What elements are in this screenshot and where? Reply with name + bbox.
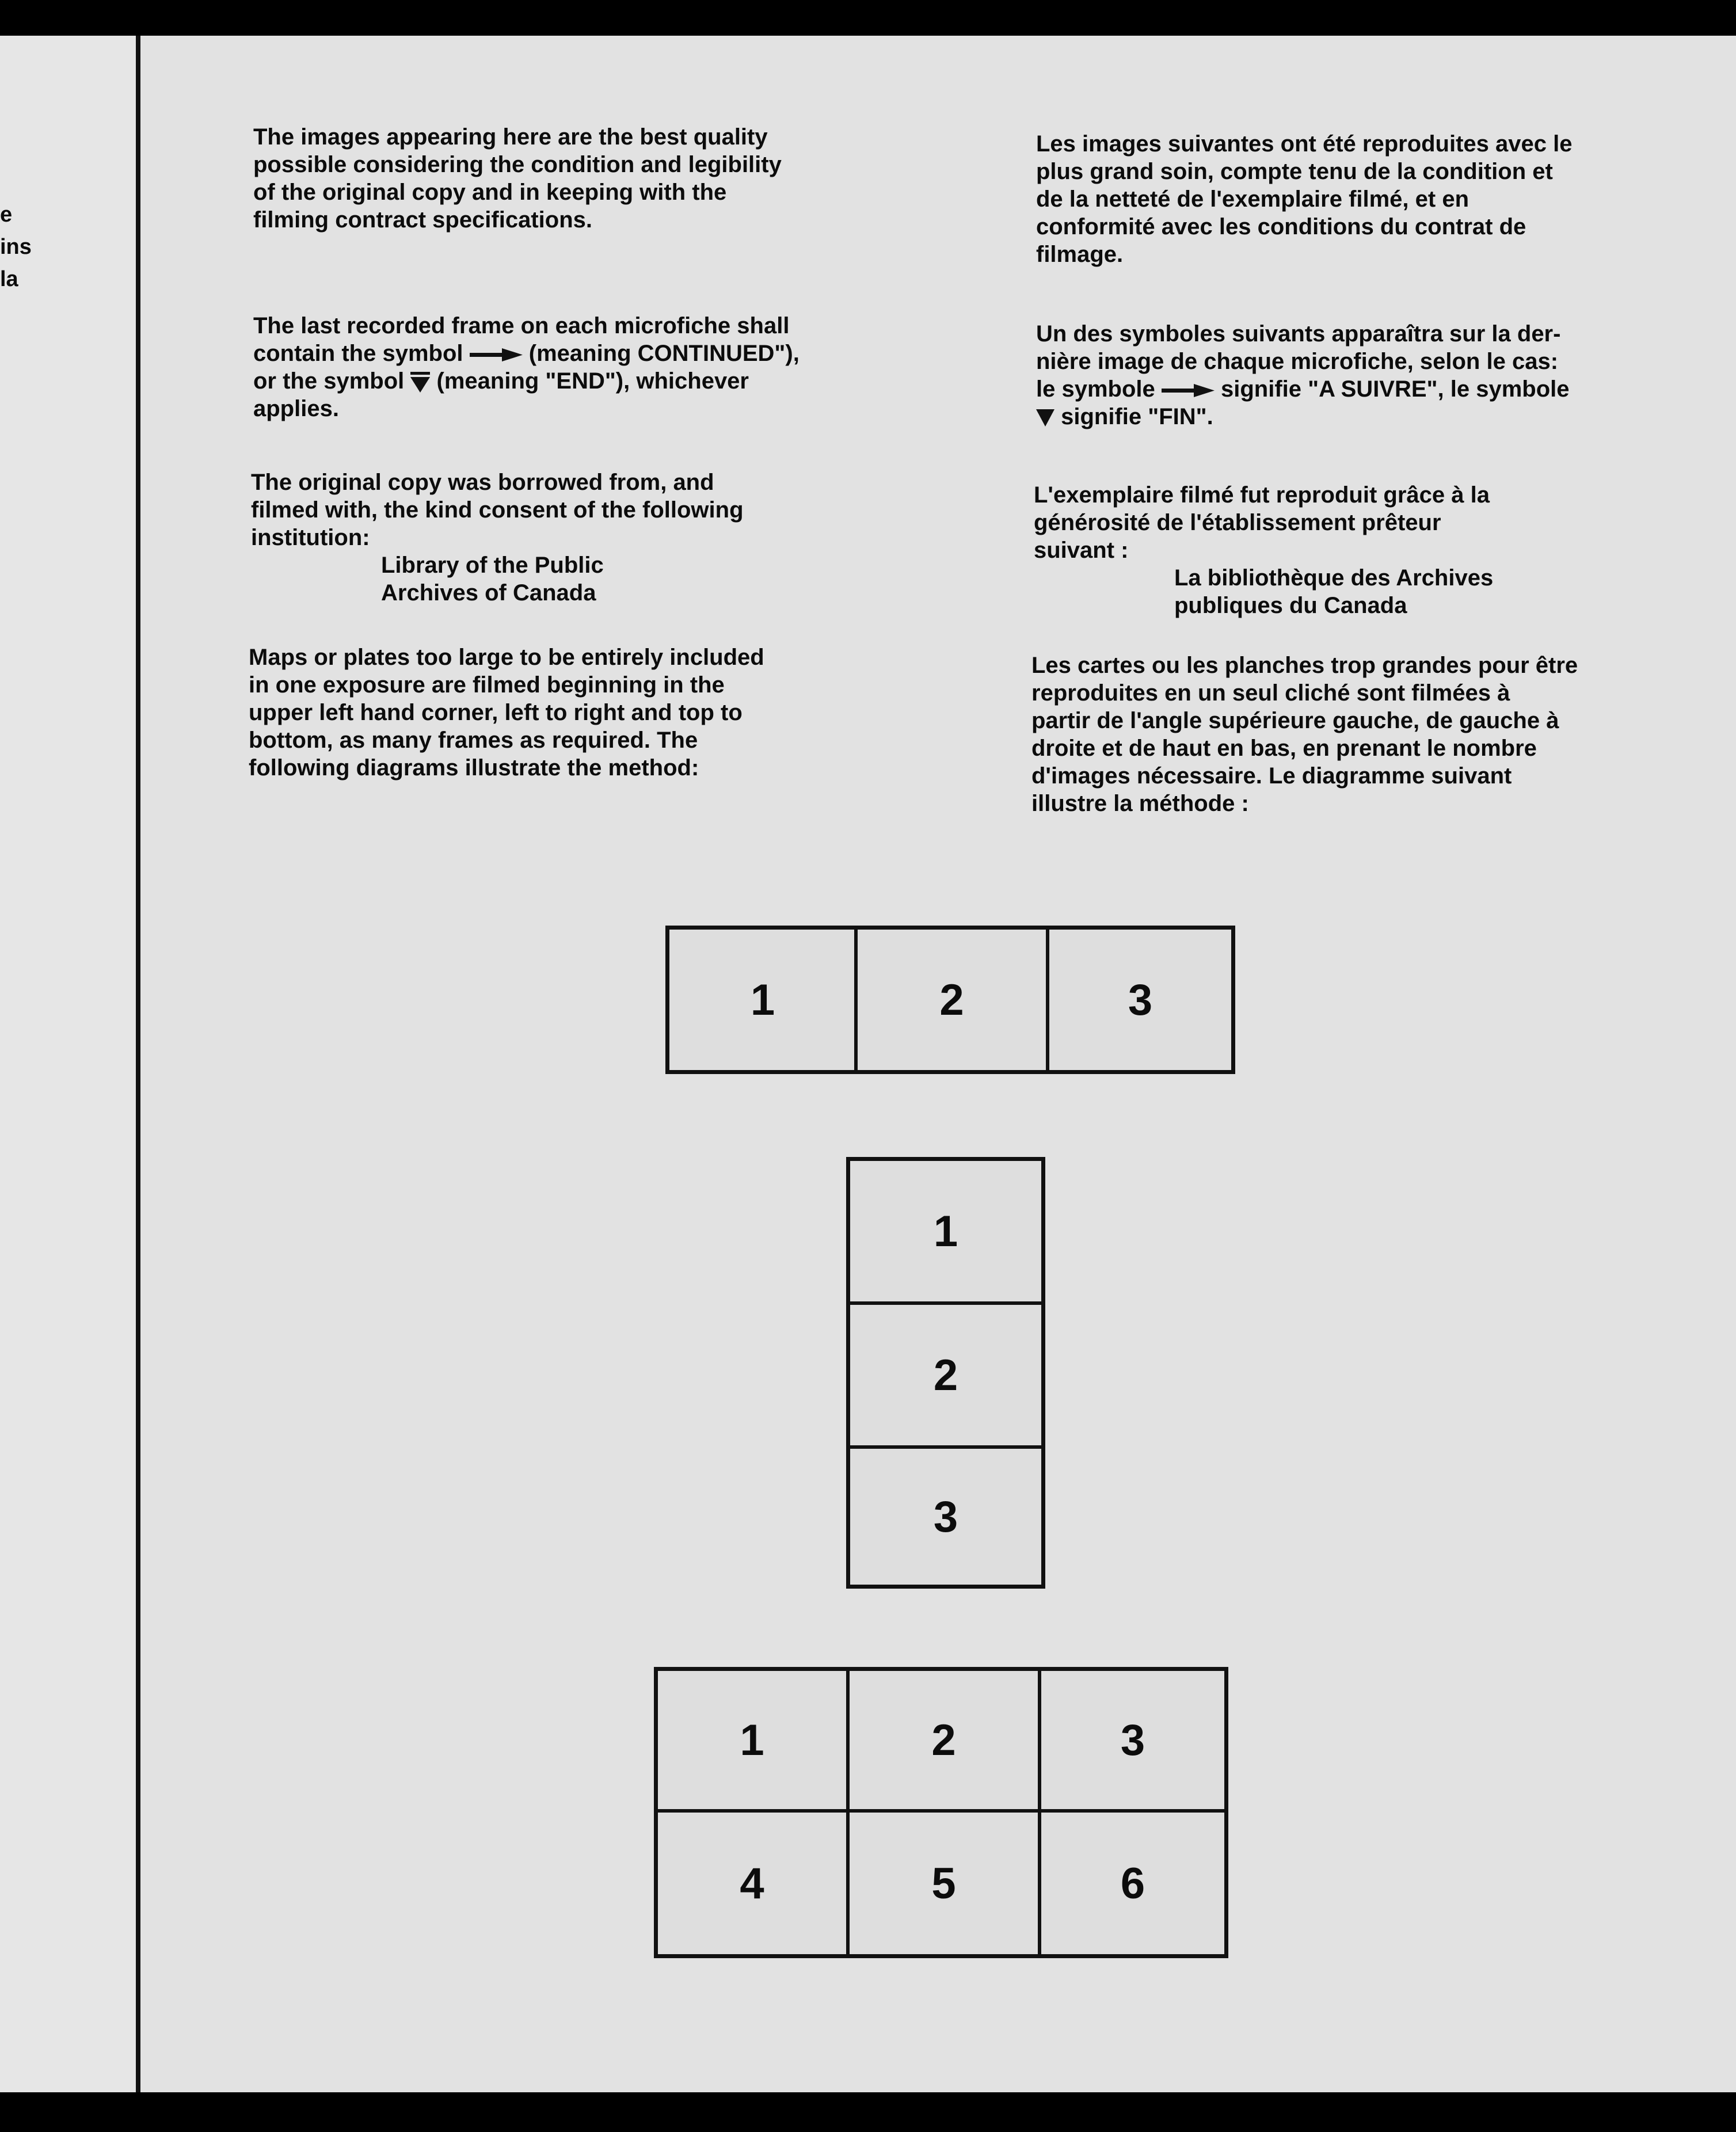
bottom-black-border [0, 2092, 1736, 2132]
text-line: reproduites en un seul cliché sont filmées à [1031, 680, 1510, 706]
text-line [253, 340, 800, 367]
end-triangle-icon [1036, 409, 1054, 427]
english-paragraph-institution [251, 469, 744, 607]
french-paragraph-symbols [1036, 320, 1570, 431]
frame-number: 2 [931, 1715, 956, 1765]
frame-number: 6 [1120, 1859, 1145, 1908]
frame-number: 3 [1128, 975, 1153, 1025]
text-line: upper left hand corner, left to right and top to [249, 700, 743, 725]
institution-name: publiques du Canada [1174, 593, 1407, 618]
text-line [1036, 403, 1570, 431]
text-fragment: signifie "FIN". [1061, 404, 1213, 429]
frame-number: 1 [750, 975, 775, 1025]
end-triangle-icon [410, 372, 430, 393]
diagram-column-of-three [846, 1157, 1045, 1589]
english-paragraph-quality [253, 123, 782, 234]
french-paragraph-maps [1031, 652, 1578, 817]
text-line: following diagrams illustrate the method: [249, 755, 699, 781]
page-gutter-line [136, 36, 140, 2092]
institution-name: Library of the Public [381, 553, 604, 578]
text-line [1036, 375, 1570, 403]
adjacent-page-strip [0, 36, 138, 2092]
text-line [253, 367, 800, 395]
continued-arrow-icon [1162, 383, 1215, 397]
fragment-line: e [0, 203, 13, 227]
text-line: conformité avec les conditions du contrat de [1036, 214, 1526, 239]
text-line: suivant : [1034, 538, 1129, 563]
frame-number: 3 [933, 1492, 958, 1541]
diagram-row-of-three [665, 926, 1235, 1074]
text-fragment: or the symbol [253, 368, 405, 394]
french-paragraph-quality [1036, 130, 1572, 268]
frame-number: 1 [740, 1715, 764, 1765]
text-line: filming contract specifications. [253, 207, 593, 233]
text-line: possible considering the condition and legibility [253, 152, 782, 177]
text-line: filmed with, the kind consent of the following [251, 497, 744, 523]
text-line: plus grand soin, compte tenu de la condition et [1036, 159, 1553, 184]
text-fragment: (meaning "END"), whichever [436, 368, 749, 394]
text-line: de la netteté de l'exemplaire filmé, et en [1036, 186, 1469, 212]
fragment-line: ins [0, 235, 32, 259]
text-line: in one exposure are filmed beginning in the [249, 672, 725, 698]
top-black-border [0, 0, 1736, 36]
french-paragraph-institution [1034, 481, 1493, 619]
continued-arrow-icon [470, 348, 523, 361]
text-fragment: le symbole [1036, 376, 1155, 402]
text-line: applies. [253, 396, 339, 421]
text-line: of the original copy and in keeping with the [253, 180, 727, 205]
text-line: Les cartes ou les planches trop grandes pour être [1031, 653, 1578, 678]
diagram-grid-two-by-three [654, 1667, 1228, 1958]
text-line: filmage. [1036, 242, 1124, 267]
text-line: Maps or plates too large to be entirely included [249, 645, 764, 670]
frame-number: 1 [933, 1206, 958, 1256]
text-line: d'images nécessaire. Le diagramme suivant [1031, 763, 1512, 789]
text-line: L'exemplaire filmé fut reproduit grâce à la [1034, 482, 1490, 508]
frame-number: 2 [933, 1350, 958, 1400]
text-line: illustre la méthode : [1031, 791, 1249, 816]
frame-number: 3 [1120, 1715, 1145, 1765]
frame-number: 4 [740, 1859, 764, 1908]
text-fragment: contain the symbol [253, 341, 463, 366]
fragment-line: la [0, 267, 18, 291]
text-line: bottom, as many frames as required. The [249, 728, 698, 753]
text-fragment: signifie "A SUIVRE", le symbole [1221, 376, 1570, 402]
text-line: institution: [251, 525, 370, 550]
text-line: générosité de l'établissement prêteur [1034, 510, 1441, 535]
text-line: Un des symboles suivants apparaîtra sur la der- [1036, 321, 1561, 347]
adjacent-page-text [0, 199, 32, 295]
text-line: The images appearing here are the best quality [253, 124, 768, 150]
text-line: The original copy was borrowed from, and [251, 470, 714, 495]
text-line: partir de l'angle supérieure gauche, de gauche à [1031, 708, 1559, 733]
frame-number: 5 [931, 1859, 956, 1908]
english-paragraph-maps [249, 644, 764, 782]
institution-name: La bibliothèque des Archives [1174, 565, 1494, 591]
text-fragment: (meaning CONTINUED"), [528, 341, 800, 366]
text-line: nière image de chaque microfiche, selon le cas: [1036, 349, 1559, 374]
text-line: Les images suivantes ont été reproduites avec le [1036, 131, 1573, 157]
frame-number: 2 [939, 975, 964, 1025]
text-line: droite et de haut en bas, en prenant le nombre [1031, 736, 1537, 761]
text-line: The last recorded frame on each microfiche shall [253, 313, 790, 338]
english-paragraph-symbols [253, 312, 800, 422]
institution-name: Archives of Canada [381, 580, 596, 606]
